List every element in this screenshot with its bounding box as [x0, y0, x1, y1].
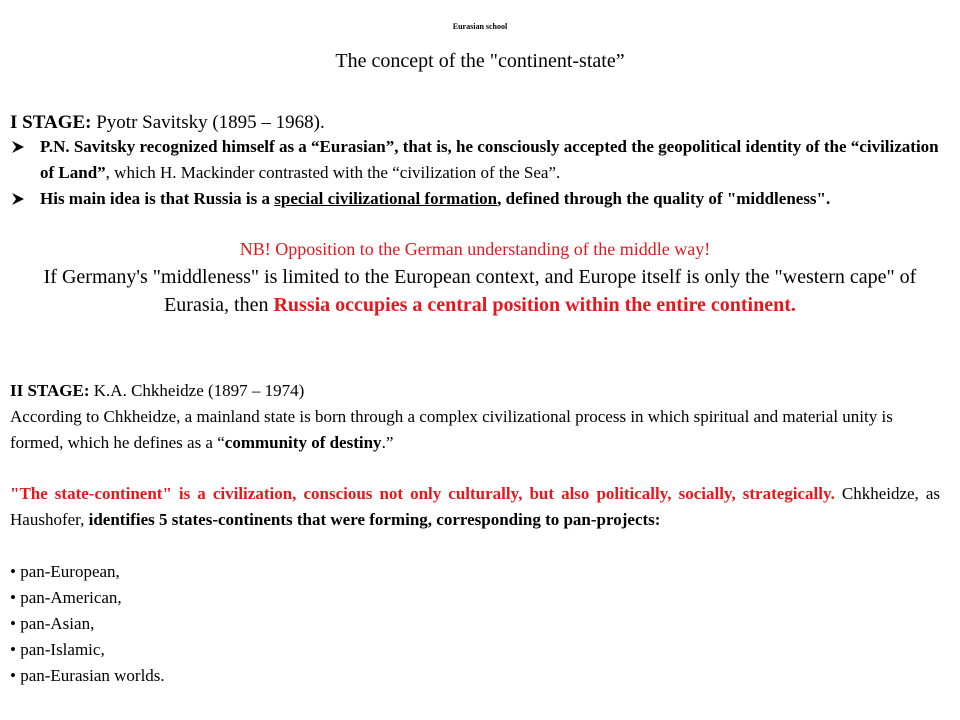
stage-two-para-end: .”	[381, 433, 394, 452]
stage-two-text: K.A. Chkheidze (1897 – 1974)	[89, 381, 305, 400]
bullet-underlined-text: special civilizational formation	[274, 189, 498, 208]
bullet-bold-text: His main idea is that Russia is a	[40, 189, 275, 208]
slide-header-label: Eurasian school	[452, 22, 508, 31]
stage-two-para-text: According to Chkheidze, a mainland state is born through a complex civilizational process in which spiritual and material unity is formed, which he defines as a “	[10, 407, 893, 452]
stage-one-label: I STAGE:	[10, 112, 92, 133]
stage-one-text: Pyotr Savitsky (1895 – 1968).	[91, 112, 325, 133]
list-item: • pan-Eurasian worlds.	[10, 666, 165, 685]
stage-two-paragraph	[10, 404, 940, 456]
arrow-bullet-icon	[10, 186, 32, 212]
state-continent-text: Chkheidze, as Haushofer,	[10, 484, 941, 529]
list-item: • pan-American,	[10, 588, 122, 607]
list-item: • pan-European,	[10, 562, 120, 581]
community-of-destiny: community of destiny	[224, 433, 382, 452]
stage-two-label: II STAGE:	[10, 381, 90, 400]
bullet-text: , which H. Mackinder contrasted with the “civilization of the Sea”.	[105, 163, 561, 182]
state-continent-highlight: "The state-continent" is a civilization, conscious not only culturally, but also politically, socially, strategically.	[10, 484, 835, 503]
stage-one-bullets	[10, 134, 940, 212]
list-item: • pan-Islamic,	[10, 640, 105, 659]
stage-two-section	[10, 378, 940, 456]
bullet-bold-text: , defined through the quality of "middleness".	[497, 189, 831, 208]
list-item: • pan-Asian,	[10, 614, 95, 633]
stage-two-heading	[10, 378, 940, 404]
germany-text: If Germany's "middleness" is limited to the European context, and Europe itself is only the "western cape" of Eurasia, then	[43, 266, 917, 316]
bullet-bold-text: P.N. Savitsky recognized himself as a “Eurasian”, that is, he consciously accepted the geopolitical identity of the “civilization of Land”	[40, 137, 939, 182]
slide-title: The concept of the "continent-state”	[335, 50, 625, 72]
state-continent-paragraph	[10, 481, 940, 533]
stage-one-heading	[10, 110, 940, 136]
arrow-bullet-icon	[10, 134, 32, 160]
nb-note: NB! Opposition to the German understanding of the middle way!	[239, 239, 711, 259]
pan-projects-list	[10, 559, 940, 689]
germany-highlight: Russia occupies a central position within the entire continent.	[273, 294, 796, 316]
bullet-item	[10, 186, 940, 212]
state-continent-bold: identifies 5 states-continents that were forming, corresponding to pan-projects:	[88, 510, 661, 529]
germany-paragraph	[20, 263, 940, 319]
bullet-item	[10, 134, 940, 186]
